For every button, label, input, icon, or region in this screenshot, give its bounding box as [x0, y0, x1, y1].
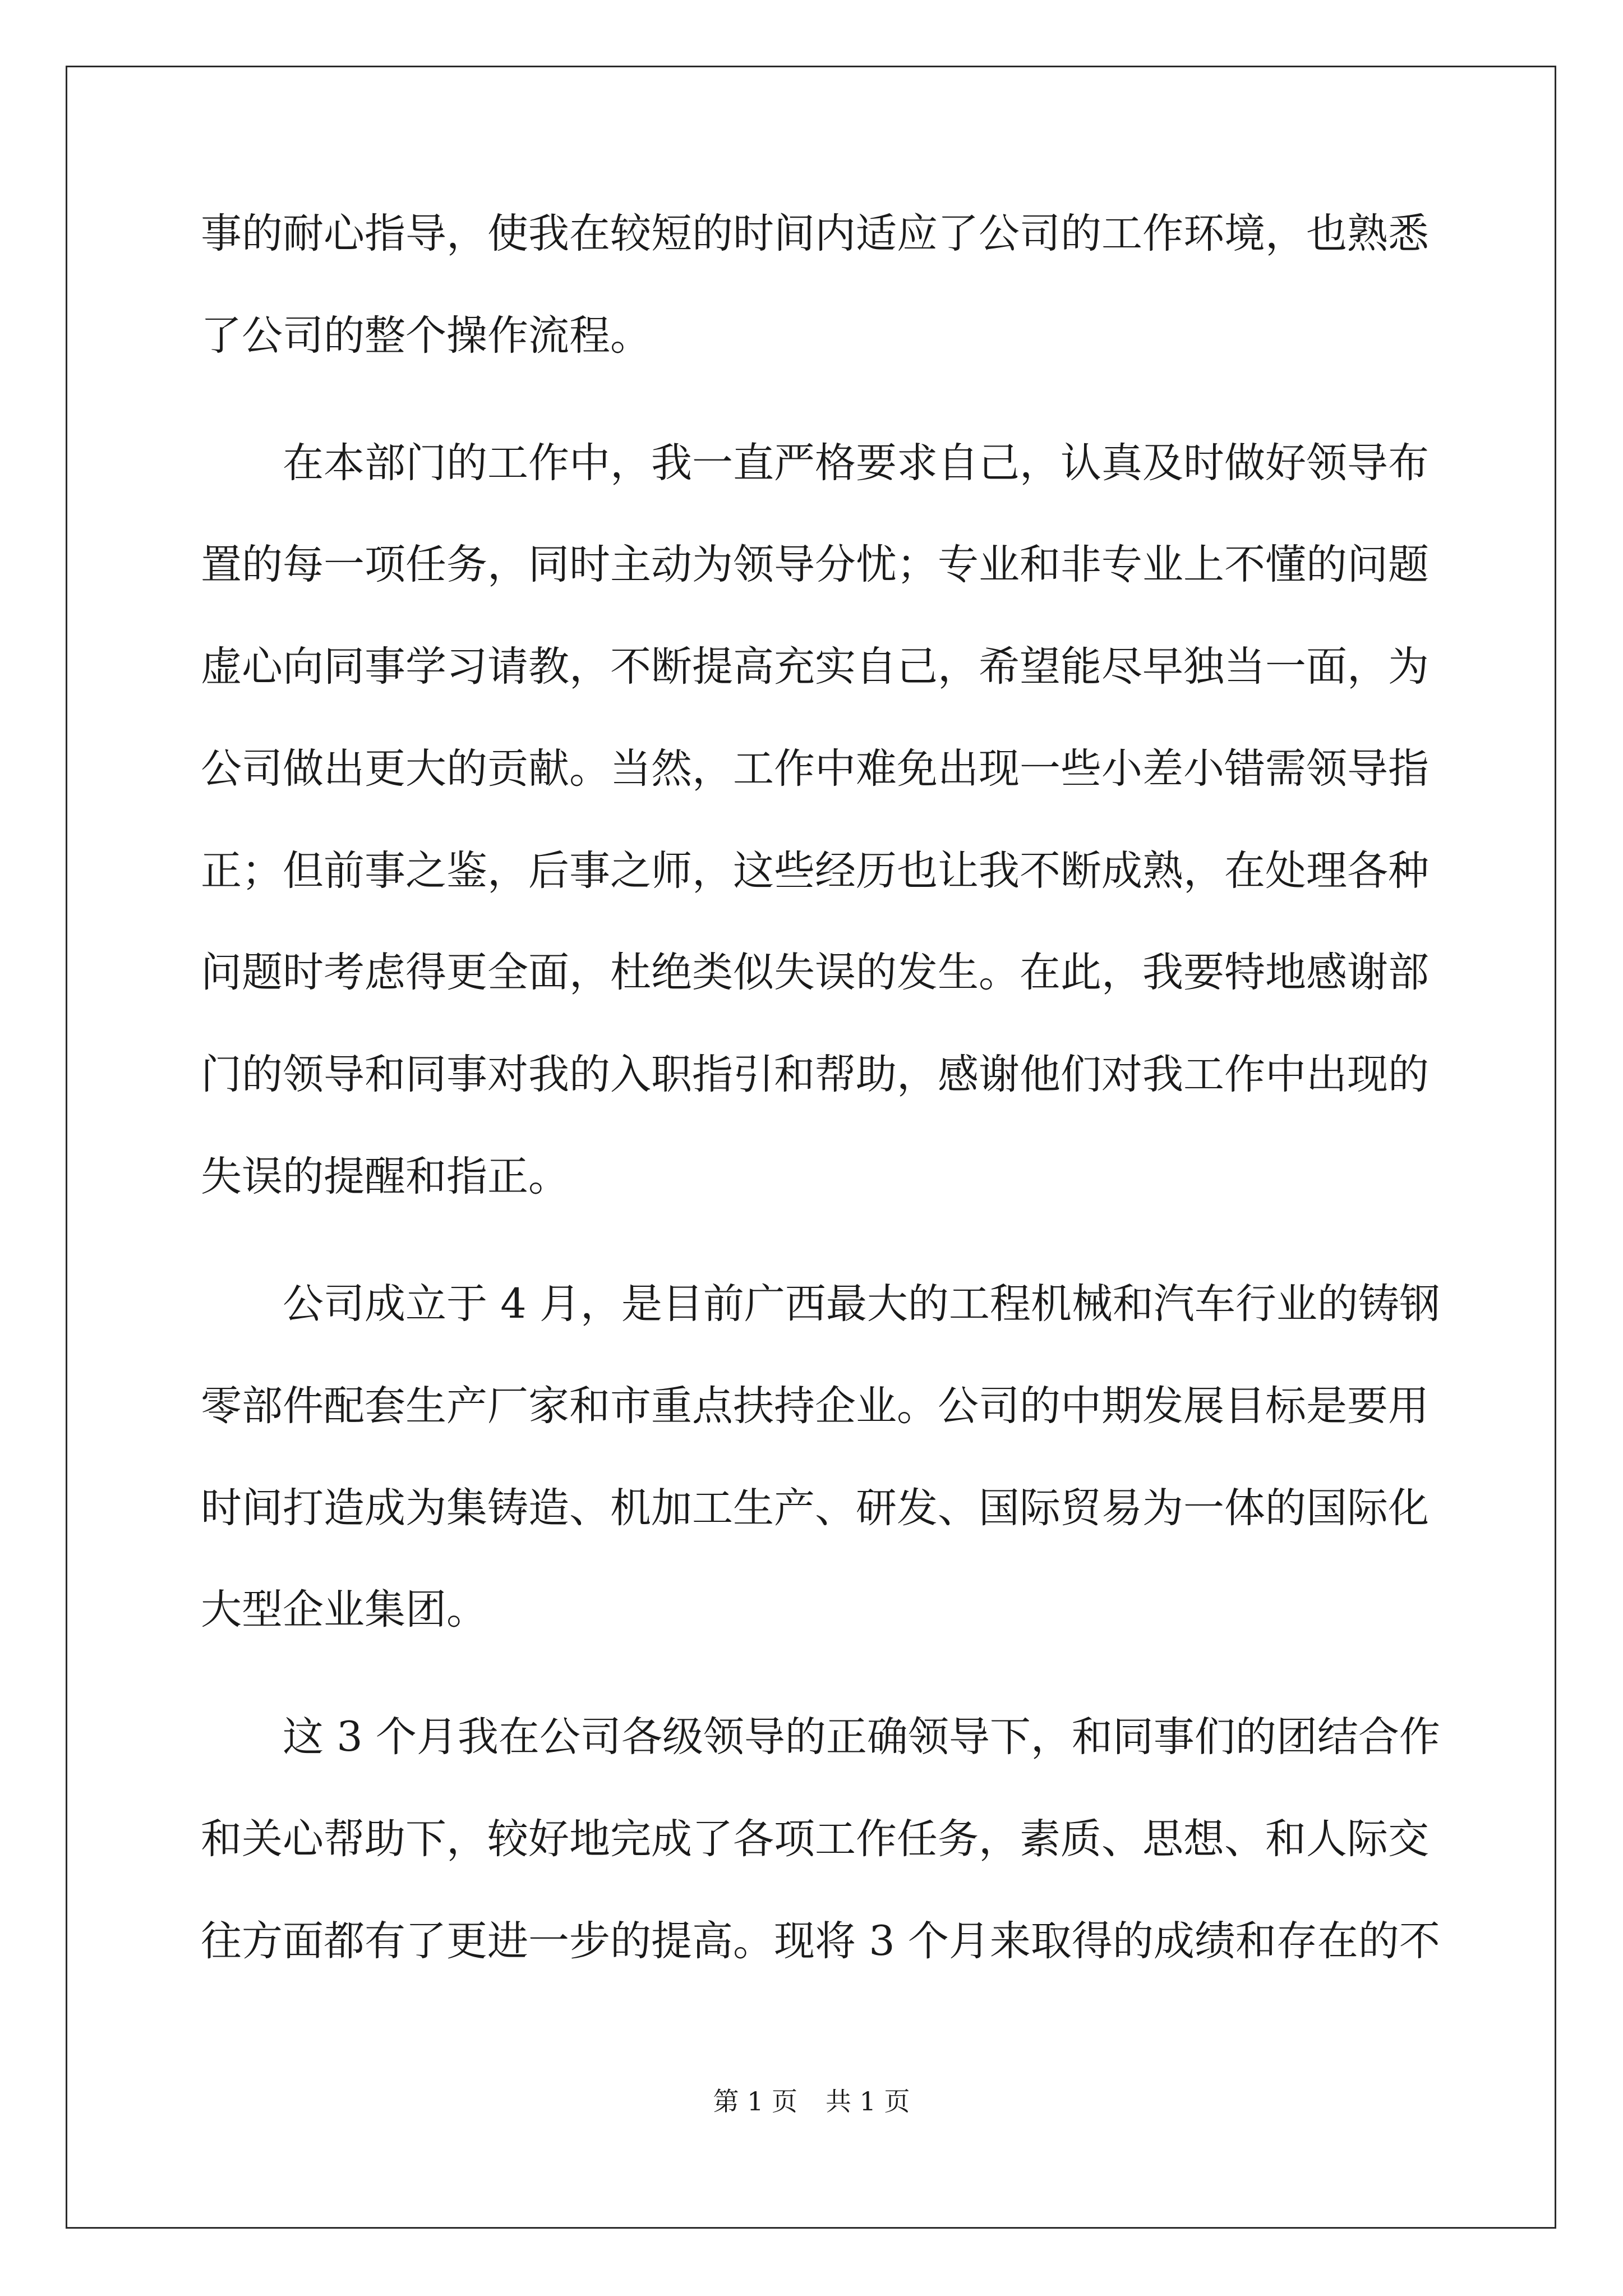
text-line: 往方面都有了更进一步的提高。现将 3 个月来取得的成绩和存在的不	[201, 1917, 1440, 1965]
text-line: 置的每一项任务，同时主动为领导分忧；专业和非专业上不懂的问题	[201, 541, 1429, 588]
text-line: 了公司的整个操作流程。	[201, 312, 651, 360]
paragraph-first-line: 这 3 个月我在公司各级领导的正确领导下，和同事们的团结合作	[283, 1713, 1440, 1761]
text-line: 虚心向同事学习请教，不断提高充实自己，希望能尽早独当一面，为	[201, 643, 1429, 691]
text-line: 零部件配套生产厂家和市重点扶持企业。公司的中期发展目标是要用	[201, 1382, 1429, 1430]
text-line: 事的耐心指导，使我在较短的时间内适应了公司的工作环境，也熟悉	[201, 210, 1429, 257]
text-line: 门的领导和同事对我的入职指引和帮助，感谢他们对我工作中出现的	[201, 1051, 1429, 1098]
page-number: 第 1 页	[713, 2086, 797, 2116]
text-line: 失误的提醒和指正。	[201, 1153, 569, 1200]
text-line: 和关心帮助下，较好地完成了各项工作任务，素质、思想、和人际交	[201, 1815, 1429, 1863]
text-line: 公司做出更大的贡献。当然，工作中难免出现一些小差小错需领导指	[201, 745, 1429, 793]
text-line: 大型企业集团。	[201, 1586, 487, 1634]
paragraph-first-line: 公司成立于 4 月，是目前广西最大的工程机械和汽车行业的铸钢	[283, 1280, 1440, 1328]
page-total: 共 1 页	[826, 2086, 910, 2116]
text-line: 时间打造成为集铸造、机加工生产、研发、国际贸易为一体的国际化	[201, 1484, 1429, 1532]
text-line: 正；但前事之鉴，后事之师，这些经历也让我不断成熟，在处理各种	[201, 847, 1429, 895]
text-line: 问题时考虑得更全面，杜绝类似失误的发生。在此，我要特地感谢部	[201, 949, 1429, 996]
paragraph-first-line: 在本部门的工作中，我一直严格要求自己，认真及时做好领导布	[283, 439, 1429, 487]
page-footer	[0, 2085, 1623, 2118]
